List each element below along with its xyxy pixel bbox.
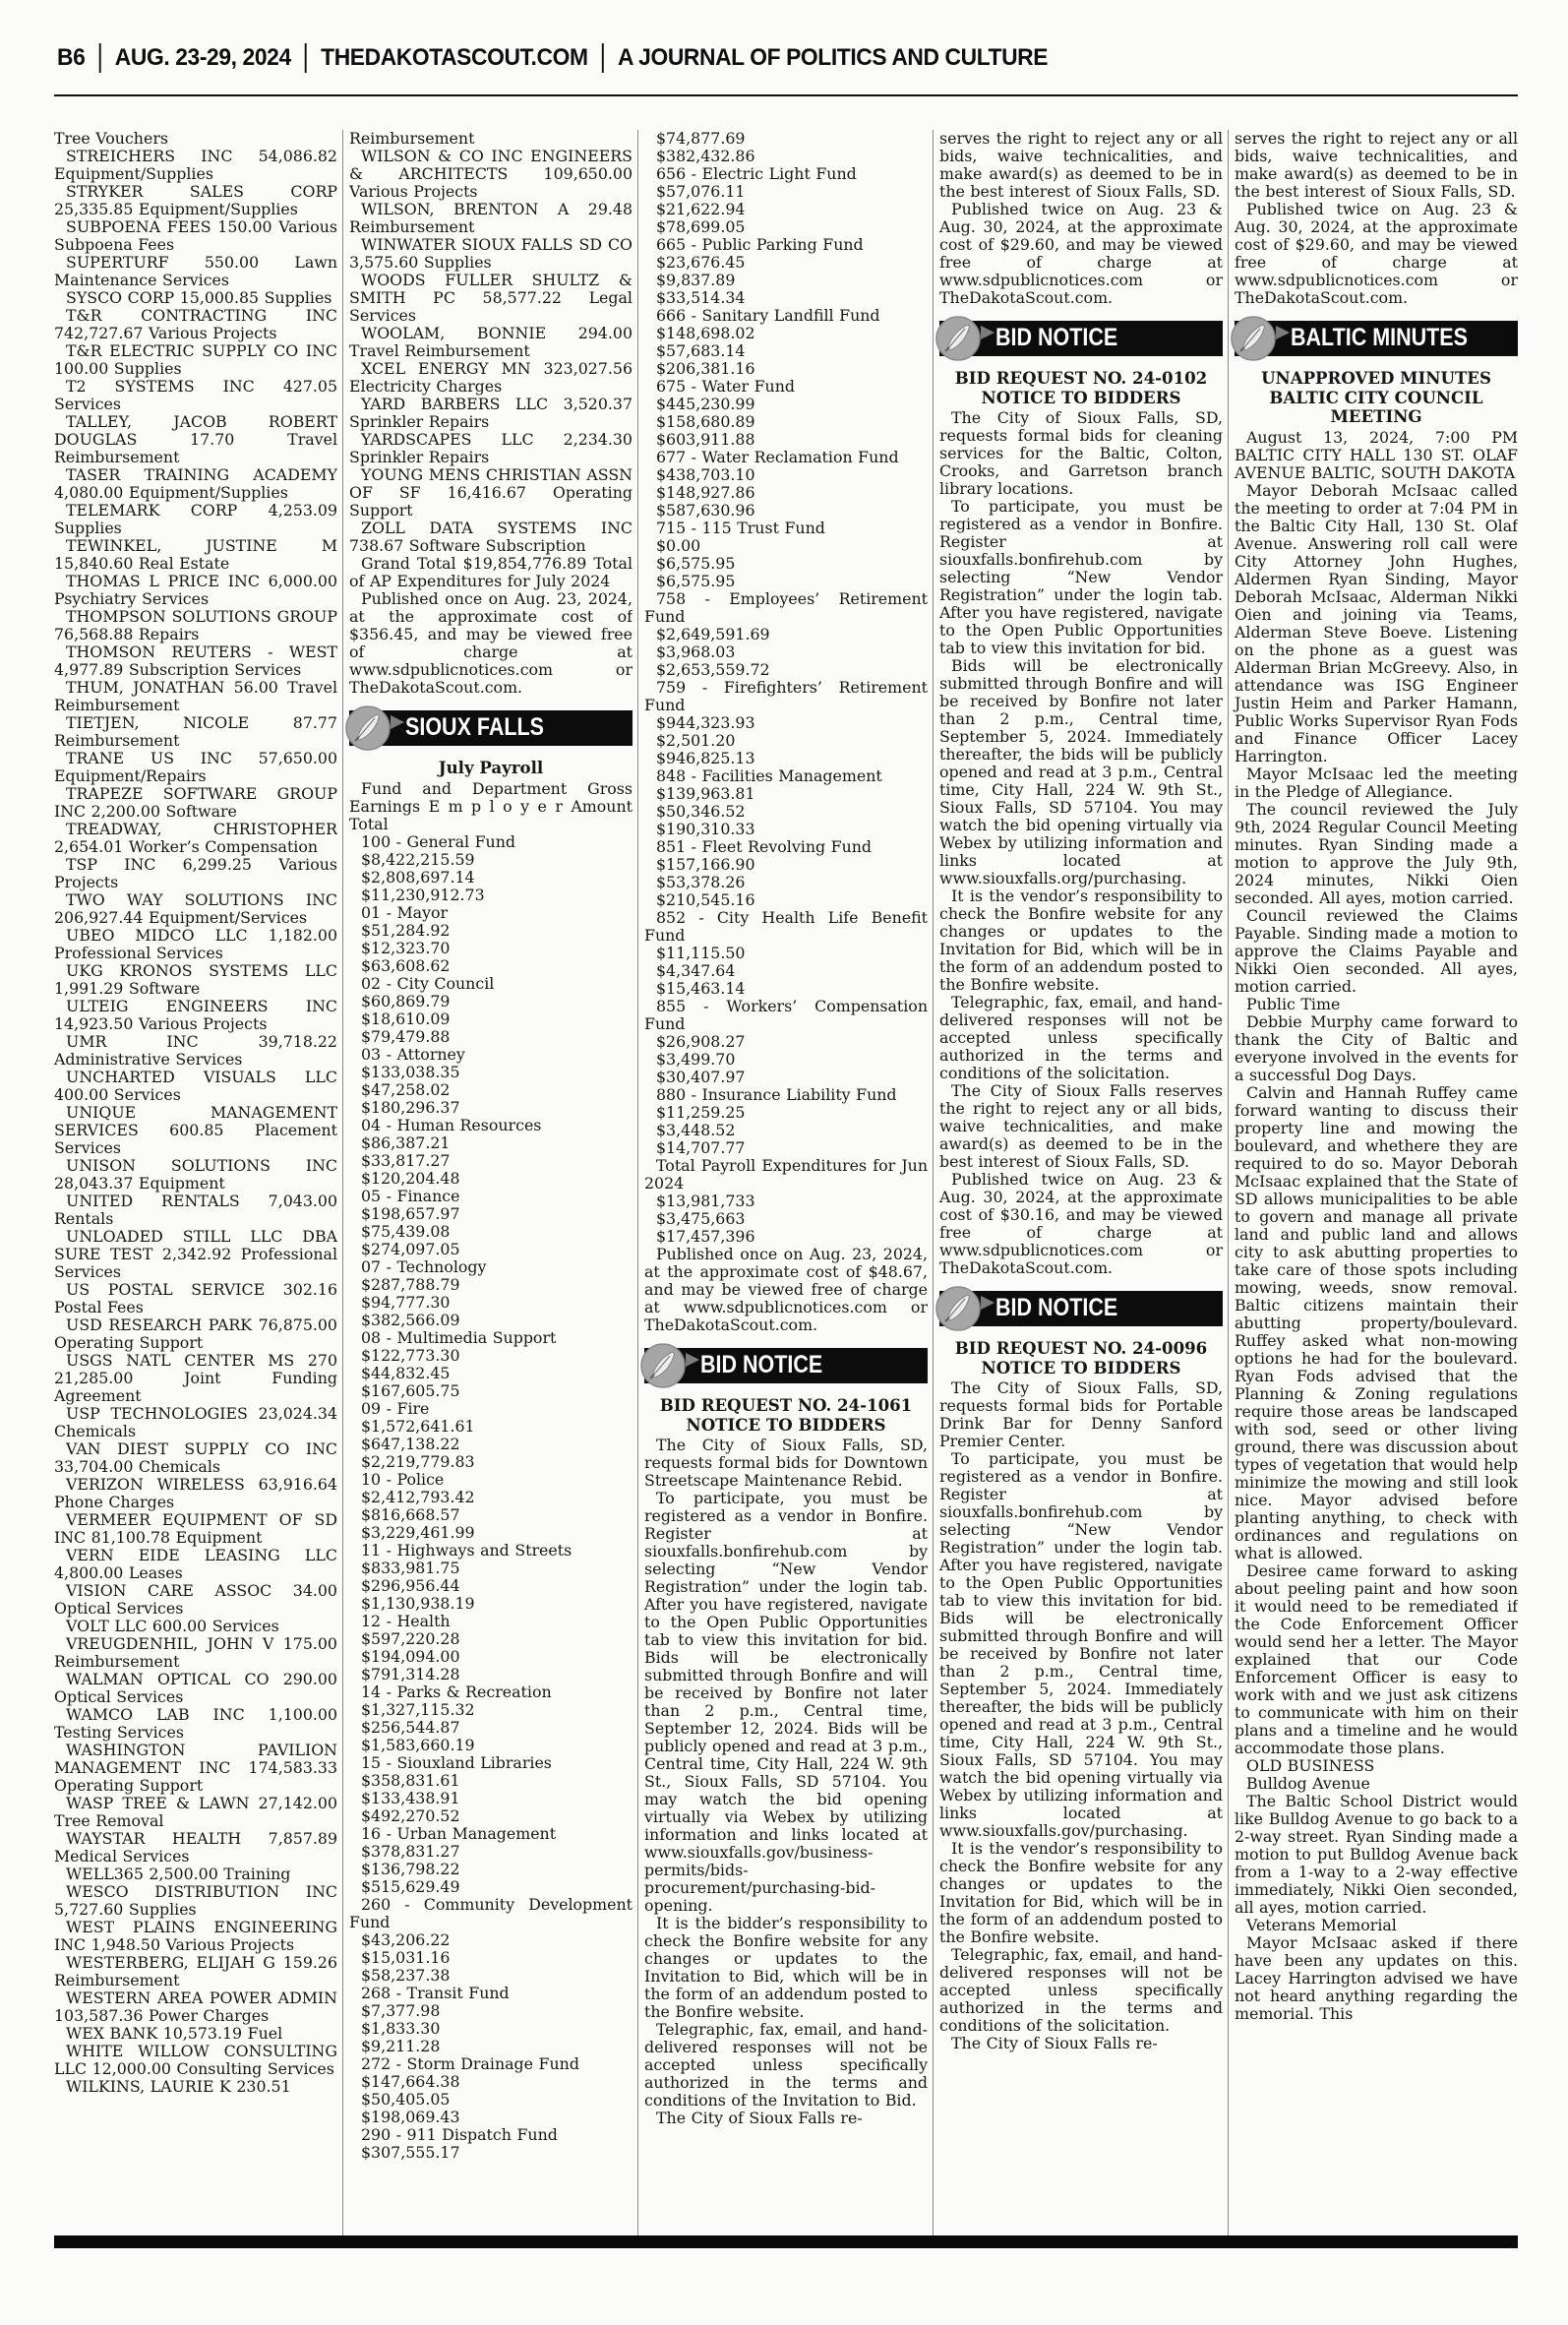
paragraph: WESTERN AREA POWER ADMIN 103,587.36 Power Charges [54,1988,337,2025]
paragraph: 14 - Parks & Recreation [361,1682,552,1701]
paragraph: TASER TRAINING ACADEMY 4,080.00 Equipment/Supplies [54,465,337,502]
paragraph: $603,911.88 [656,430,755,449]
section-title: BID NOTICE [995,1293,1118,1321]
paragraph: $3,229,461.99 [361,1522,475,1542]
paragraph: VISION CARE ASSOC 34.00 Optical Services [54,1581,337,1618]
paragraph: ULTEIG ENGINEERS INC 14,923.50 Various Projects [54,997,337,1033]
column-2 [342,130,633,2235]
paragraph: $210,545.16 [656,890,755,909]
paragraph: $9,211.28 [361,2036,441,2055]
continued-paragraph: serves the right to reject any or all bids, waive technicalities, and make award(s) as deemed to be in the best interest of Sioux Falls, SD. [1235,130,1518,201]
logo-nib-decoration [391,715,404,729]
paragraph: $515,629.49 [361,1876,460,1896]
paragraph: THUM, JONATHAN 56.00 Travel Reimbursement [54,678,337,714]
column-3 [637,130,928,2235]
paragraph: $14,707.77 [656,1138,746,1157]
notice-heading [939,1339,1223,1377]
continued-paragraph: Tree Vouchers [54,130,168,148]
paragraph: $11,259.25 [656,1103,746,1122]
paragraph: TEWINKEL, JUSTINE M 15,840.60 Real Estate [54,536,337,573]
paragraph: $9,837.89 [656,271,736,289]
paragraph: 677 - Water Reclamation Fund [656,448,899,466]
paragraph: WELL365 2,500.00 Training [66,1865,291,1883]
paragraph: $0.00 [656,536,701,555]
paragraph: $587,630.96 [656,501,755,520]
paragraph: $2,649,591.69 [656,625,770,643]
notice-heading-line: NOTICE TO BIDDERS [981,387,1181,407]
paragraph: $139,963.81 [656,784,755,803]
paragraph: $21,622.94 [656,200,746,218]
paragraph: $136,798.22 [361,1859,460,1878]
notice-heading [349,759,633,778]
paragraph: WOOLAM, BONNIE 294.00 Travel Reimbursement [349,324,633,360]
paragraph: WASHINGTON PAVILION MANAGEMENT INC 174,583.33 Operating Support [54,1741,337,1795]
paragraph: $15,463.14 [656,979,746,998]
notice-columns [54,130,1518,2235]
paragraph: $79,479.88 [361,1026,451,1046]
paragraph: 15 - Siouxland Libraries [361,1752,552,1772]
paragraph: VERN EIDE LEASING LLC 4,800.00 Leases [54,1546,337,1582]
paragraph: ZOLL DATA SYSTEMS INC 738.67 Software Subscription [349,519,633,555]
paragraph: $78,699.05 [656,217,746,236]
paragraph: 07 - Technology [361,1256,487,1276]
paragraph: WEST PLAINS ENGINEERING INC 1,948.50 Various Projects [54,1918,337,1954]
paragraph: $946,825.13 [656,749,755,767]
paragraph: TWO WAY SOLUTIONS INC 206,927.44 Equipment/Services [54,890,337,927]
paragraph: 04 - Human Resources [361,1115,542,1134]
paragraph: The City of Sioux Falls re- [656,2109,863,2127]
section-header-sioux-falls [349,710,633,746]
paragraph: Mayor McIsaac led the meeting in the Pledge of Allegiance. [1235,764,1518,801]
logo-nib-decoration [686,1353,699,1367]
paragraph: $492,270.52 [361,1805,460,1825]
paragraph: $206,381.16 [656,359,755,378]
paragraph: 16 - Urban Management [361,1823,557,1843]
paragraph: Telegraphic, fax, email, and hand-delivered responses will not be accepted unless specifically authorized in the terms and conditions of the solicitation. [939,1945,1223,2035]
continued-paragraph: Reimbursement [349,130,475,148]
paragraph: STRYKER SALES CORP 25,335.85 Equipment/Supplies [54,182,337,218]
paragraph: $86,387.21 [361,1132,451,1152]
paragraph: WILSON & CO INC ENGINEERS & ARCHITECTS 109,650.00 Various Projects [349,147,633,201]
paragraph: $57,076.11 [656,182,746,201]
dakota-scout-quill-logo-icon [1231,316,1276,361]
paragraph: $43,206.22 [361,1929,451,1949]
paragraph: 272 - Storm Drainage Fund [361,2053,579,2073]
section-title: BALTIC MINUTES [1291,323,1468,351]
paragraph: $6,575.95 [656,572,736,590]
paragraph: $44,832.45 [361,1363,451,1382]
paragraph: $158,680.89 [656,412,755,431]
paragraph: 02 - City Council [361,973,495,993]
paragraph: The City of Sioux Falls reserves the right to reject any or all bids, waive technicalities, and make award(s) as deemed to be in the best interest of Sioux Falls, SD. [939,1081,1223,1171]
issue-date: AUG. 23-29, 2024 [114,44,291,71]
paragraph: Bids will be electronically submitted through Bonfire and will be received by Bonfire not later than 2 p.m., Central time, September 5, 2024. Immediately thereafter, the bids will be publicly opened and read at 3 p.m., Central time, City Hall, 224 W. 9th St., Sioux Falls, SD 57104. You may watch the bid opening virtually via Webex by utilizing information and links located at www.siouxfalls.org/purchasing. [939,656,1223,887]
paragraph: Calvin and Hannah Ruffey came forward wanting to discuss their property line and mowing the boulevard, and whethere they are required to do so. Mayor Deborah McIsaac explained that the State of SD allows municipalities to be able to govern and manage all private land and public land and allows city to ask abutting properties to take care of those spots including mowing, weeds, snow removal. Baltic citizens maintain their abutting property/boulevard. Ruffey asked what non-mowing options he had for the boulevard. Ryan Fods advised that the Planning & Zoning regulations require those areas be landscaped with sod, seed or other living ground, there was discussion about types of vegetation that would help minimize the mowing and still look nice. Mayor advised before planting anything, to check with ordinances and regulations on what is allowed. [1235,1082,1518,1562]
paragraph: TALLEY, JACOB ROBERT DOUGLAS 17.70 Travel Reimbursement [54,412,337,466]
paragraph: 666 - Sanitary Landfill Fund [656,306,880,325]
dakota-scout-quill-logo-icon [345,705,391,751]
paragraph: 665 - Public Parking Fund [656,235,864,254]
paragraph: 12 - Health [361,1611,451,1630]
masthead-separator [602,43,604,73]
paragraph: UNISON SOLUTIONS INC 28,043.37 Equipment [54,1156,337,1193]
notice-heading [939,369,1223,407]
paragraph: $17,457,396 [656,1227,755,1246]
paragraph: WOODS FULLER SHULTZ & SMITH PC 58,577.22 Legal Services [349,271,633,325]
paragraph: 09 - Fire [361,1398,430,1418]
paragraph: $157,166.90 [656,855,755,874]
paragraph: $833,981.75 [361,1558,460,1577]
paragraph: Desiree came forward to asking about peeling paint and how soon it would need to be remediated if the Code Enforcement Officer would send her a letter. The Mayor explained that our Code Enforcement Officer is easy to work with and we just ask citizens to communicate with him on their plans and a timeline and he would accommodate those plans. [1235,1560,1518,1757]
paragraph: To participate, you must be registered as a vendor in Bonfire. Register at siouxfalls.bonfirehub.com by selecting “New Vendor Registration” under the login tab. After you have registered, navigate to the Open Public Opportunities tab to view this invitation for bid. Bids will be electronically submitted through Bonfire and will be received by Bonfire not later than 2 p.m., Central time, September 5, 2024. Immediately thereafter, the bids will be publicly opened and read at 3 p.m., Central time, City Hall, 224 W. 9th St., Sioux Falls, SD 57104. You may watch the bid opening virtually via Webex by utilizing information and links located at www.siouxfalls.gov/purchasing. [939,1449,1223,1840]
paragraph: $58,237.38 [361,1965,451,1985]
paragraph: $33,514.34 [656,288,746,307]
paragraph: $3,448.52 [656,1121,736,1139]
paragraph: Telegraphic, fax, email, and hand-delivered responses will not be accepted unless specifically authorized in the terms and conditions of the Invitation to Bid. [644,2020,928,2110]
paragraph: Veterans Memorial [1246,1915,1397,1934]
paragraph: It is the vendor’s responsibility to check the Bonfire website for any changes or updates to the Invitation for Bid, which will be in the form of an addendum posted to the Bonfire website. [939,1839,1223,1946]
section-title: BID NOTICE [700,1350,823,1378]
paragraph: WASP TREE & LAWN 27,142.00 Tree Removal [54,1794,337,1830]
notice-heading-line: BALTIC CITY COUNCIL [1269,387,1483,407]
paragraph: WILSON, BRENTON A 29.48 Reimbursement [349,200,633,236]
paragraph: $94,777.30 [361,1292,451,1312]
paragraph: $378,831.27 [361,1841,460,1861]
paragraph: Mayor Deborah McIsaac called the meeting to order at 7:04 PM in the Baltic City Hall, 130 St. Olaf Avenue. Answering roll call were City Attorney John Hughes, Aldermen Ryan Sinding, Mayor Deborah McIsaac, Alderman Nikki Oien and joining via Teams, Alderman Steve Boeve. Listening on the phone as a guest was Alderman Brian McGreevy. Also, in attendance was ISG Engineer Justin Heim and Parker Hamann, Public Works Supervisor Ryan Fods and Finance Officer Lacey Harrington. [1235,480,1518,765]
paragraph: 759 - Firefighters’ Retirement Fund [644,678,928,714]
paragraph: T2 SYSTEMS INC 427.05 Services [54,377,337,413]
logo-nib-decoration [981,1296,995,1310]
paragraph: $2,808,697.14 [361,867,475,887]
paragraph: $122,773.30 [361,1345,460,1365]
paragraph: UKG KRONOS SYSTEMS LLC 1,991.29 Software [54,961,337,998]
paragraph: $256,544.87 [361,1717,460,1737]
paragraph: Debbie Murphy came forward to thank the City of Baltic and everyone involved in the events for a successful Dog Days. [1235,1011,1518,1084]
paragraph: UBEO MIDCO LLC 1,182.00 Professional Services [54,926,337,962]
notice-heading-line: July Payroll [438,758,544,777]
paragraph: $2,219,779.83 [361,1451,475,1471]
paragraph: USGS NATL CENTER MS 270 21,285.00 Joint Funding Agreement [54,1351,337,1405]
paragraph: $597,220.28 [361,1628,460,1648]
masthead-separator [99,43,101,73]
paragraph: 656 - Electric Light Fund [656,164,857,183]
notice-heading [644,1396,928,1435]
paragraph: Published twice on Aug. 23 & Aug. 30, 2024, at the approximate cost of $30.16, and may be viewed free of charge at www.sdpublicnotices.com or TheDakotaScout.com. [939,1170,1223,1277]
paragraph: T&R CONTRACTING INC 742,727.67 Various Projects [54,306,337,342]
paragraph: $287,788.79 [361,1274,460,1294]
column-5 [1228,130,1518,2235]
section-title: SIOUX FALLS [405,712,544,741]
paragraph: TREADWAY, CHRISTOPHER 2,654.01 Worker’s Compensation [54,820,337,856]
section-title: BID NOTICE [995,323,1118,351]
paragraph: 268 - Transit Fund [361,1983,510,2002]
paragraph: $147,664.38 [361,2071,460,2091]
paragraph: 851 - Fleet Revolving Fund [656,837,873,856]
paragraph: $30,407.97 [656,1068,746,1086]
paragraph: $15,031.16 [361,1947,451,1967]
paragraph: $274,097.05 [361,1239,460,1258]
paragraph: XCEL ENERGY MN 323,027.56 Electricity Charges [349,359,633,396]
paragraph: $7,377.98 [361,2000,441,2020]
paragraph: Grand Total $19,854,776.89 Total of AP Expenditures for July 2024 [349,554,633,590]
paragraph: $194,094.00 [361,1646,460,1666]
paragraph: $944,323.93 [656,713,755,732]
paragraph: $74,877.69 [656,130,746,148]
paragraph: WEX BANK 10,573.19 Fuel [66,2024,283,2043]
notice-heading-line: NOTICE TO BIDDERS [981,1357,1181,1377]
paragraph: THOMAS L PRICE INC 6,000.00 Psychiatry Services [54,572,337,608]
paragraph: Published once on Aug. 23, 2024, at the approximate cost of $356.45, and may be viewed free of charge at www.sdpublicnotices.com or TheDakotaScout.com. [349,589,633,697]
paragraph: USD RESEARCH PARK 76,875.00 Operating Support [54,1315,337,1352]
paragraph: $6,575.95 [656,554,736,573]
paragraph: $1,583,660.19 [361,1735,475,1754]
paragraph: 758 - Employees’ Retirement Fund [644,589,928,626]
paragraph: $23,676.45 [656,253,746,272]
paragraph: $3,499.70 [656,1050,736,1069]
column-4 [933,130,1223,2235]
paragraph: USP TECHNOLOGIES 23,024.34 Chemicals [54,1404,337,1440]
paragraph: WAYSTAR HEALTH 7,857.89 Medical Services [54,1829,337,1866]
paragraph: $190,310.33 [656,820,755,838]
paragraph: 08 - Multimedia Support [361,1327,557,1347]
paragraph: The City of Sioux Falls, SD, requests formal bids for cleaning services for the Baltic, Colton, Crooks, and Garretson branch library locations. [939,408,1223,498]
paragraph: SUPERTURF 550.00 Lawn Maintenance Services [54,253,337,289]
paragraph: Total Payroll Expenditures for Jun 2024 [644,1156,928,1193]
paragraph: OLD BUSINESS [1246,1755,1375,1775]
paragraph: Telegraphic, fax, email, and hand-delivered responses will not be accepted unless specifically authorized in the terms and conditions of the solicitation. [939,993,1223,1082]
paragraph: Mayor McIsaac asked if there have been any updates on this. Lacey Harrington advised we have not heard anything regarding the memorial. This [1235,1932,1518,2023]
paragraph: UNITED RENTALS 7,043.00 Rentals [54,1192,337,1228]
paragraph: 10 - Police [361,1469,445,1489]
paragraph: $75,439.08 [361,1221,451,1241]
notice-heading-line: UNAPPROVED MINUTES [1261,368,1491,388]
notice-heading-line: MEETING [1330,406,1422,426]
paragraph: $198,657.97 [361,1203,460,1223]
paragraph: $296,956.44 [361,1575,460,1595]
paragraph: $198,069.43 [361,2107,460,2126]
paragraph: $133,038.35 [361,1062,460,1081]
paragraph: SYSCO CORP 15,000.85 Supplies [66,288,332,307]
paragraph: 880 - Insurance Liability Fund [656,1085,897,1104]
paragraph: THOMSON REUTERS - WEST 4,977.89 Subscription Services [54,642,337,679]
paragraph: $12,323.70 [361,938,451,957]
masthead-separator [305,43,307,73]
paragraph: VERIZON WIRELESS 63,916.64 Phone Charges [54,1475,337,1511]
column-1 [54,130,337,2235]
paragraph: US POSTAL SERVICE 302.16 Postal Fees [54,1280,337,1316]
paragraph: $63,608.62 [361,955,451,975]
paragraph: WESCO DISTRIBUTION INC 5,727.60 Supplies [54,1882,337,1919]
continued-paragraph: serves the right to reject any or all bids, waive technicalities, and make award(s) as deemed to be in the best interest of Sioux Falls, SD. [939,130,1223,201]
paragraph: $382,566.09 [361,1310,460,1329]
paragraph: $791,314.28 [361,1664,460,1683]
paragraph: VOLT LLC 600.00 Services [66,1617,279,1635]
page-bottom-rule [54,2235,1518,2248]
notice-heading-line: BID REQUEST NO. 24-1061 [659,1395,913,1415]
tagline: A JOURNAL OF POLITICS AND CULTURE [617,44,1049,71]
paragraph: 848 - Facilities Management [656,766,882,785]
dakota-scout-quill-logo-icon [935,1286,981,1331]
paragraph: WHITE WILLOW CONSULTING LLC 12,000.00 Consulting Services [54,2042,337,2078]
paragraph: $33,817.27 [361,1150,451,1170]
paragraph: The Baltic School District would like Bulldog Avenue to go back to a 2-way street. Ryan Sinding made a motion to put Bulldog Avenue back from a 1-way to a 2-way effective immediately, Nikki Oien seconded, all ayes, motion carried. [1235,1791,1518,1917]
paragraph: $11,230,912.73 [361,885,485,904]
paragraph: UNLOADED STILL LLC DBA SURE TEST 2,342.92 Professional Services [54,1227,337,1281]
section-header-bid-notice [939,1291,1223,1326]
paragraph: $1,327,115.32 [361,1699,475,1719]
paragraph: The City of Sioux Falls, SD, requests formal bids for Portable Drink Bar for Denny Sanford Premier Center. [939,1378,1223,1450]
notice-heading-line: BID REQUEST NO. 24-0102 [954,368,1208,388]
section-header-baltic-minutes [1235,321,1518,356]
paragraph: It is the bidder’s responsibility to check the Bonfire website for any changes or updates to the Invitation to Bid, which will be in the form of an addendum posted to the Bonfire website. [644,1914,928,2021]
paragraph: YOUNG MENS CHRISTIAN ASSN OF SF 16,416.67 Operating Support [349,465,633,520]
paragraph: $1,833.30 [361,2018,441,2038]
site-url: THEDAKOTASCOUT.COM [321,44,588,71]
paragraph: TELEMARK CORP 4,253.09 Supplies [54,501,337,537]
paragraph: $11,115.50 [656,944,746,962]
paragraph: $647,138.22 [361,1434,460,1453]
paragraph: VREUGDENHIL, JOHN V 175.00 Reimbursement [54,1634,337,1671]
paragraph: $445,230.99 [656,395,755,413]
paragraph: $18,610.09 [361,1009,451,1028]
paragraph: Published twice on Aug. 23 & Aug. 30, 2024, at the approximate cost of $29.60, and may be viewed free of charge at www.sdpublicnotices.com or TheDakotaScout.com. [939,200,1223,307]
paragraph: $1,572,641.61 [361,1416,475,1436]
paragraph: $816,668.57 [361,1504,460,1524]
paragraph: TRANE US INC 57,650.00 Equipment/Repairs [54,749,337,785]
section-header-bid-notice [939,321,1223,356]
paragraph: THOMPSON SOLUTIONS GROUP 76,568.88 Repairs [54,607,337,643]
paragraph: $13,981,733 [656,1192,755,1210]
paragraph: VAN DIEST SUPPLY CO INC 33,704.00 Chemicals [54,1439,337,1476]
paragraph: 855 - Workers’ Compensation Fund [644,997,928,1033]
paragraph: $50,346.52 [656,802,746,821]
paragraph: Fund and Department Gross Earnings E m p l o y e r Amount Total [349,778,633,833]
paragraph: UNIQUE MANAGEMENT SERVICES 600.85 Placement Services [54,1103,337,1157]
masthead [57,43,1048,73]
paragraph: $53,378.26 [656,873,746,891]
paragraph: $358,831.61 [361,1770,460,1790]
paragraph: $180,296.37 [361,1097,460,1117]
paragraph: WINWATER SIOUX FALLS SD CO 3,575.60 Supplies [349,235,633,272]
masthead-rule [54,94,1518,96]
paragraph: $47,258.02 [361,1079,451,1099]
page-number: B6 [57,44,86,71]
paragraph: $1,130,938.19 [361,1593,475,1613]
paragraph: 01 - Mayor [361,902,449,922]
paragraph: $167,605.75 [361,1380,460,1400]
paragraph: $148,698.02 [656,324,755,342]
paragraph: $2,412,793.42 [361,1487,475,1506]
paragraph: $60,869.79 [361,991,451,1010]
notice-heading-line: BID REQUEST NO. 24-0096 [954,1338,1208,1358]
notice-heading-line: NOTICE TO BIDDERS [686,1414,886,1435]
paragraph: SUBPOENA FEES 150.00 Various Subpoena Fees [54,217,337,254]
paragraph: WAMCO LAB INC 1,100.00 Testing Services [54,1705,337,1742]
paragraph: Council reviewed the Claims Payable. Sinding made a motion to approve the Claims Payable and Nikki Oien seconded. All ayes, motion carried. [1235,905,1518,996]
section-header-bid-notice [644,1348,928,1383]
paragraph: VERMEER EQUIPMENT OF SD INC 81,100.78 Equipment [54,1510,337,1547]
paragraph: $307,555.17 [361,2142,460,2162]
paragraph: YARDSCAPES LLC 2,234.30 Sprinkler Repairs [349,430,633,466]
paragraph: T&R ELECTRIC SUPPLY CO INC 100.00 Supplies [54,341,337,378]
paragraph: 11 - Highways and Streets [361,1540,573,1560]
paragraph: The council reviewed the July 9th, 2024 Regular Council Meeting minutes. Ryan Sinding made a motion to approve the July 9th, 2024 minutes, Nikki Oien seconded. All ayes, motion carried. [1235,799,1518,907]
paragraph: 675 - Water Fund [656,377,796,396]
paragraph: $57,683.14 [656,341,746,360]
paragraph: 100 - General Fund [361,831,515,851]
paragraph: YARD BARBERS LLC 3,520.37 Sprinkler Repairs [349,395,633,431]
paragraph: $8,422,215.59 [361,849,475,869]
dakota-scout-quill-logo-icon [935,316,981,361]
paragraph: $51,284.92 [361,920,451,940]
paragraph: Bulldog Avenue [1246,1773,1370,1793]
paragraph: $382,432.86 [656,147,755,165]
paragraph: $50,405.05 [361,2089,451,2109]
paragraph: 290 - 911 Dispatch Fund [361,2124,558,2144]
paragraph: $3,475,663 [656,1209,746,1228]
paragraph: TSP INC 6,299.25 Various Projects [54,855,337,891]
paragraph: $26,908.27 [656,1032,746,1051]
paragraph: 03 - Attorney [361,1044,465,1064]
paragraph: WESTERBERG, ELIJAH G 159.26 Reimbursement [54,1953,337,1989]
paragraph: Published twice on Aug. 23 & Aug. 30, 2024, at the approximate cost of $29.60, and may be viewed free of charge at www.sdpublicnotices.com or TheDakotaScout.com. [1235,200,1518,307]
paragraph: It is the vendor’s responsibility to check the Bonfire website for any changes or updates to the Invitation for Bid, which will be in the form of an addendum posted to the Bonfire website. [939,887,1223,994]
paragraph: To participate, you must be registered as a vendor in Bonfire. Register at siouxfalls.bonfirehub.com by selecting “New Vendor Registration” under the login tab. After you have registered, navigate to the Open Public Opportunities tab to view this invitation for bid. Bids will be electronically submitted through Bonfire and will be received by Bonfire not later than 2 p.m., Central time, September 12, 2024. Bids will be publicly opened and read at 3 p.m., Central time, City Hall, 224 W. 9th St., Sioux Falls, SD 57104. You may watch the bid opening virtually via Webex by utilizing information and links located at www.siouxfalls.gov/business-permits/bids-procurement/purchasing-bid-opening. [644,1489,928,1915]
dakota-scout-quill-logo-icon [640,1343,686,1388]
paragraph: $3,968.03 [656,642,736,661]
paragraph: 05 - Finance [361,1186,460,1205]
paragraph: $148,927.86 [656,483,755,502]
paragraph: $4,347.64 [656,961,736,980]
paragraph: Published once on Aug. 23, 2024, at the approximate cost of $48.67, and may be viewed free of charge at www.sdpublicnotices.com or TheDakotaScout.com. [644,1245,928,1334]
paragraph: The City of Sioux Falls re- [951,2034,1158,2052]
paragraph: STREICHERS INC 54,086.82 Equipment/Supplies [54,147,337,183]
paragraph: $2,501.20 [656,731,736,750]
paragraph: The City of Sioux Falls, SD, requests formal bids for Downtown Streetscape Maintenance Rebid. [644,1436,928,1490]
logo-nib-decoration [981,326,995,339]
paragraph: $120,204.48 [361,1168,460,1188]
paragraph: TIETJEN, NICOLE 87.77 Reimbursement [54,713,337,750]
paragraph: $2,653,559.72 [656,660,770,679]
paragraph: To participate, you must be registered as a vendor in Bonfire. Register at siouxfalls.bonfirehub.com by selecting “New Vendor Registration” under the login tab. After you have registered, navigate to the Open Public Opportunities tab to view this invitation for bid. [939,497,1223,657]
paragraph: 260 - Community Development Fund [349,1894,633,1931]
paragraph: August 13, 2024, 7:00 PM BALTIC CITY HALL 130 ST. OLAF AVENUE BALTIC, SOUTH DAKOTA [1235,427,1518,482]
paragraph: UMR INC 39,718.22 Administrative Services [54,1032,337,1069]
paragraph: 715 - 115 Trust Fund [656,519,825,537]
paragraph: 852 - City Health Life Benefit Fund [644,908,928,945]
paragraph: Public Time [1246,994,1341,1013]
paragraph: $133,438.91 [361,1788,460,1807]
paragraph: WILKINS, LAURIE K 230.51 [66,2077,291,2096]
paragraph: $438,703.10 [656,465,755,484]
notice-heading [1235,369,1518,427]
logo-nib-decoration [1276,326,1290,339]
paragraph: UNCHARTED VISUALS LLC 400.00 Services [54,1068,337,1104]
paragraph: WALMAN OPTICAL CO 290.00 Optical Services [54,1670,337,1706]
paragraph: TRAPEZE SOFTWARE GROUP INC 2,200.00 Software [54,784,337,821]
